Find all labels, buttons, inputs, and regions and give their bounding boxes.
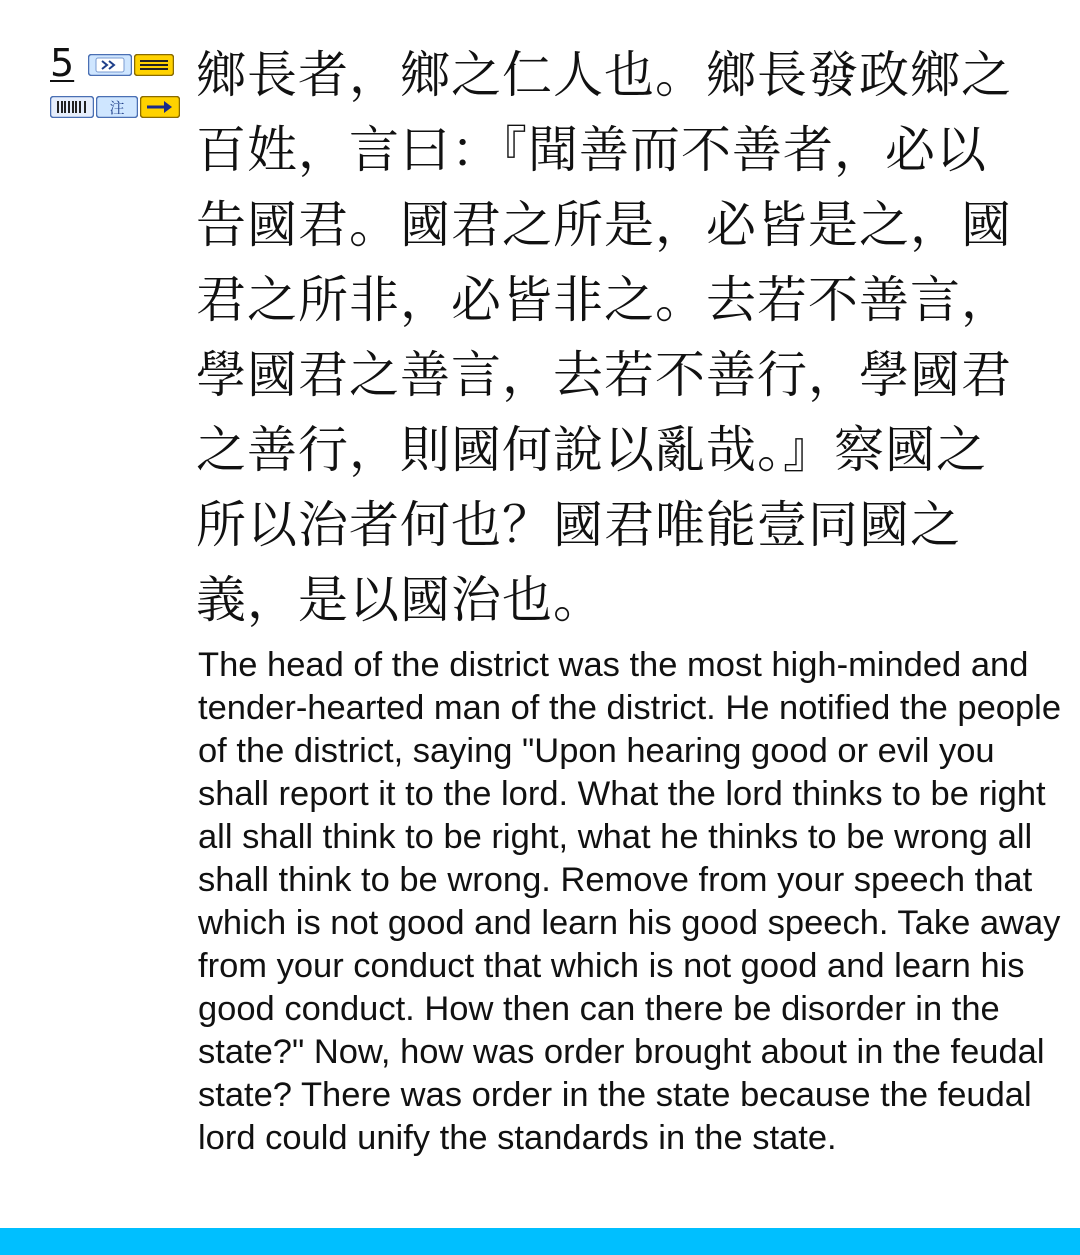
- barcode-icon[interactable]: [50, 96, 94, 118]
- bottom-bar: [0, 1228, 1080, 1255]
- english-translation-text: The head of the district was the most high-minded and tender-hearted man of the district. He notified the people of the district, saying "Upon hearing good or evil you shall report it to the lord. What the lord thinks to be right all shall think to be right, what he thinks to be wrong all shall think to be wrong. Remove from your speech that which is not good and learn his good speech. Take away from your conduct that which is not good and learn his good conduct. How then can there be disorder in the state?" Now, how was order brought about in the feudal state? There was order in the state because the feudal lord could unify the standards in the state.: [198, 646, 1062, 1157]
- arrow-right-icon[interactable]: [140, 96, 180, 118]
- chinese-passage-text: 鄉長者，鄉之仁人也。鄉長發政鄉之百姓，言曰：『聞善而不善者，必以告國君。國君之所是，必皆是之，國君之所非，必皆非之。去若不善言，學國君之善言，去若不善行，學國君之善行，則國何說以亂哉。』察國之所以治者何也？國君唯能壹同國之義，是以國治也。: [196, 46, 1012, 629]
- annotation-icon[interactable]: [96, 96, 138, 118]
- svg-text:注: 注: [109, 99, 125, 117]
- parallel-passage-icon[interactable]: [88, 54, 132, 76]
- lines-icon[interactable]: [134, 54, 174, 76]
- paragraph-number-link[interactable]: 5: [50, 41, 75, 85]
